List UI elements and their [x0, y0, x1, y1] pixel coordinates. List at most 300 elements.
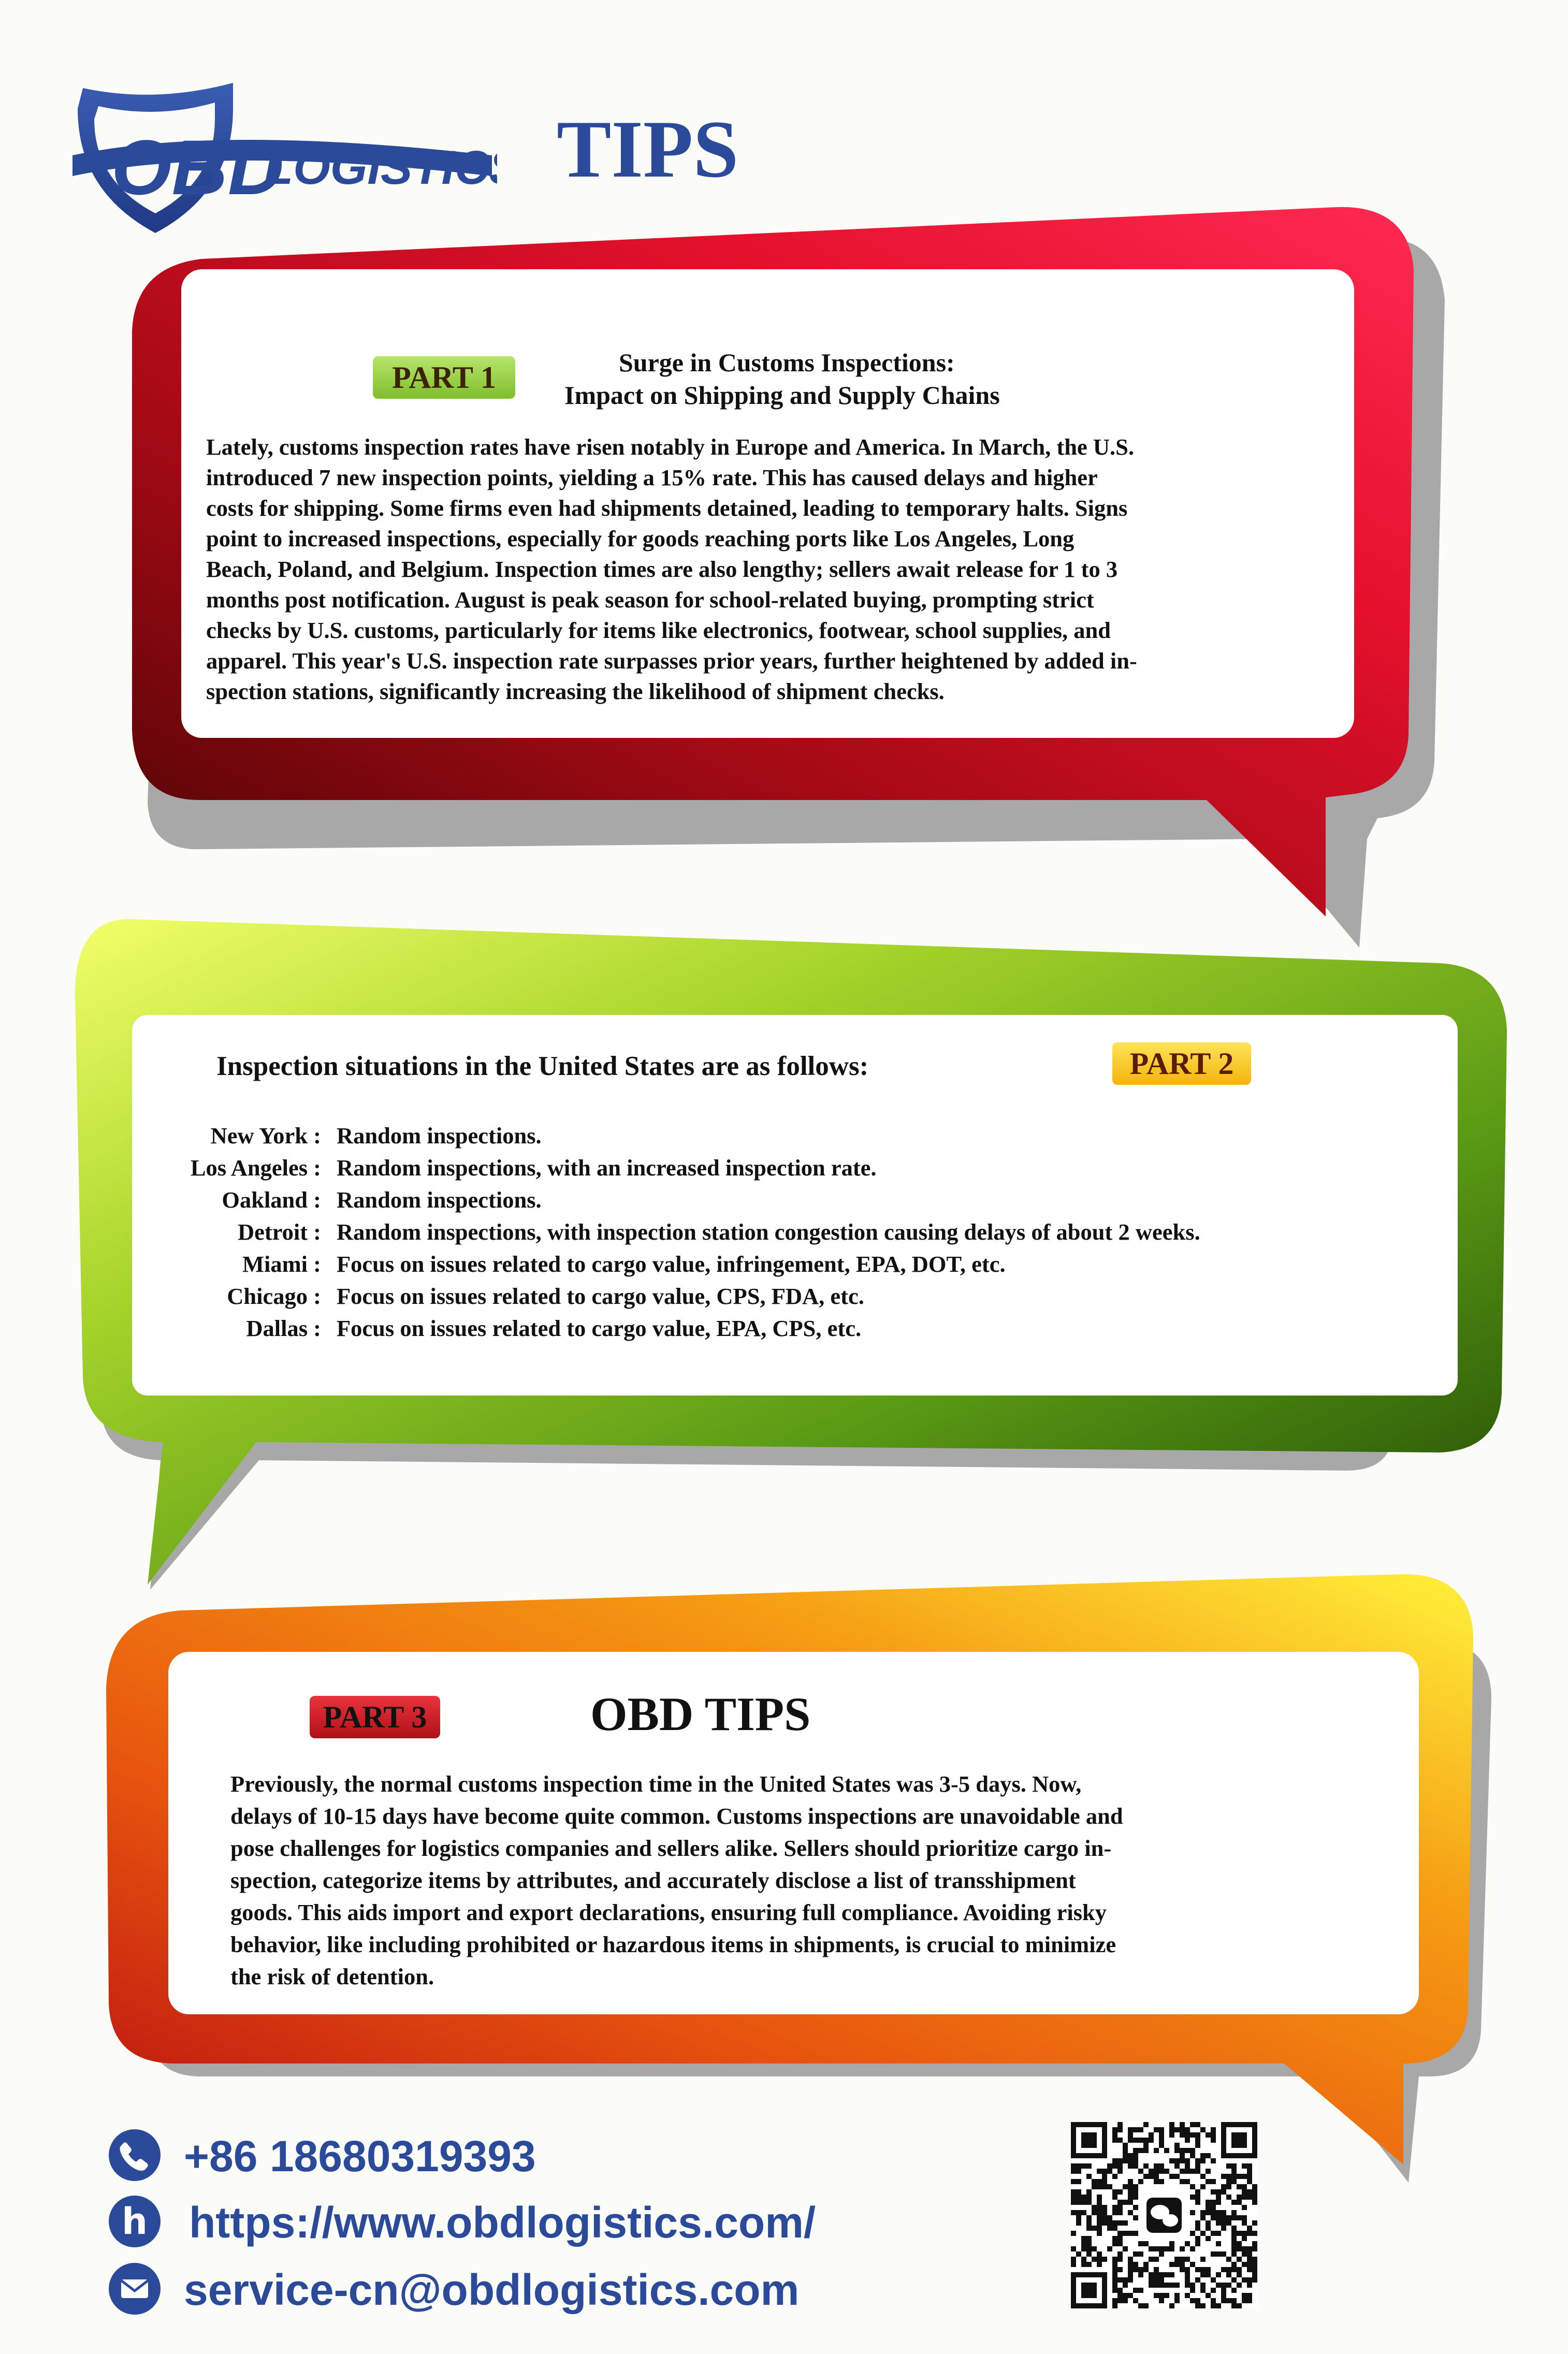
- qr-module: [1190, 2195, 1195, 2200]
- qr-module: [1086, 2195, 1092, 2200]
- qr-module: [1149, 2277, 1154, 2283]
- qr-module: [1117, 2169, 1123, 2174]
- qr-module: [1200, 2158, 1206, 2163]
- qr-module: [1211, 2231, 1216, 2236]
- qr-module: [1242, 2251, 1247, 2257]
- qr-module: [1164, 2293, 1169, 2298]
- qr-module: [1216, 2251, 1221, 2257]
- qr-module: [1221, 2283, 1226, 2288]
- qr-module: [1180, 2122, 1185, 2127]
- qr-module: [1174, 2262, 1180, 2267]
- qr-module: [1138, 2267, 1143, 2272]
- qr-module: [1112, 2257, 1117, 2262]
- qr-module: [1226, 2220, 1231, 2226]
- qr-module: [1112, 2272, 1117, 2277]
- qr-module: [1107, 2226, 1112, 2231]
- qr-module: [1185, 2283, 1190, 2288]
- qr-module: [1086, 2215, 1092, 2220]
- qr-module: [1154, 2179, 1159, 2184]
- qr-module: [1169, 2241, 1174, 2246]
- qr-module: [1107, 2163, 1112, 2169]
- qr-module: [1138, 2148, 1143, 2153]
- qr-module: [1092, 2184, 1097, 2189]
- qr-module: [1076, 2163, 1081, 2169]
- qr-module: [1081, 2200, 1086, 2205]
- qr-module: [1247, 2283, 1252, 2288]
- qr-module: [1200, 2215, 1206, 2220]
- qr-module: [1107, 2246, 1112, 2251]
- qr-module: [1071, 2210, 1076, 2215]
- envelope-icon: [109, 2263, 161, 2315]
- qr-module: [1117, 2200, 1123, 2205]
- qr-module: [1071, 2163, 1076, 2169]
- qr-module: [1211, 2205, 1216, 2210]
- body-line: pose challenges for logistics companies and sellers alike. Sellers should prioritize cargo in-: [230, 1835, 1112, 1861]
- qr-module: [1200, 2272, 1206, 2277]
- qr-module: [1221, 2288, 1226, 2293]
- qr-module: [1180, 2127, 1185, 2132]
- qr-module: [1138, 2179, 1143, 2184]
- qr-module: [1154, 2267, 1159, 2272]
- qr-module: [1216, 2195, 1221, 2200]
- qr-module: [1231, 2215, 1237, 2220]
- qr-module: [1190, 2283, 1195, 2288]
- qr-module: [1195, 2277, 1200, 2283]
- qr-module: [1169, 2262, 1174, 2267]
- part1-heading-line1: Surge in Customs Inspections:: [619, 348, 955, 377]
- qr-module: [1242, 2293, 1247, 2298]
- qr-module: [1242, 2184, 1247, 2189]
- qr-module: [1112, 2138, 1117, 2143]
- qr-module: [1200, 2153, 1206, 2158]
- qr-code-image: [1071, 2122, 1257, 2308]
- qr-module: [1117, 2205, 1123, 2210]
- part2-tag: PART 2: [1112, 1042, 1251, 1085]
- qr-module: [1123, 2148, 1128, 2153]
- qr-module: [1206, 2132, 1211, 2138]
- qr-module: [1185, 2169, 1190, 2174]
- qr-module: [1081, 2262, 1086, 2267]
- page-title: TIPS: [557, 104, 739, 195]
- qr-module: [1242, 2220, 1247, 2226]
- qr-module: [1154, 2163, 1159, 2169]
- qr-module: [1252, 2195, 1257, 2200]
- body-line: Beach, Poland, and Belgium. Inspection times are also lengthy; sellers await release for 1 to 3: [206, 556, 1118, 582]
- qr-module: [1071, 2246, 1076, 2251]
- city-name: Oakland :: [222, 1187, 321, 1213]
- qr-module: [1112, 2236, 1117, 2241]
- qr-module: [1180, 2246, 1185, 2251]
- qr-module: [1092, 2226, 1097, 2231]
- qr-module: [1092, 2257, 1097, 2262]
- qr-module: [1102, 2205, 1107, 2210]
- qr-module: [1216, 2215, 1221, 2220]
- qr-module: [1221, 2174, 1226, 2179]
- qr-module: [1133, 2205, 1138, 2210]
- qr-module: [1117, 2251, 1123, 2257]
- qr-module: [1128, 2272, 1133, 2277]
- qr-module: [1206, 2293, 1211, 2298]
- qr-module: [1081, 2257, 1086, 2262]
- qr-module: [1081, 2241, 1086, 2246]
- qr-module: [1128, 2257, 1133, 2262]
- qr-module: [1252, 2189, 1257, 2195]
- qr-module: [1159, 2143, 1164, 2148]
- qr-module: [1216, 2272, 1221, 2277]
- qr-module: [1092, 2246, 1097, 2251]
- qr-module: [1128, 2189, 1133, 2195]
- qr-module: [1123, 2298, 1128, 2303]
- qr-module: [1221, 2189, 1226, 2195]
- qr-module: [1237, 2272, 1242, 2277]
- qr-module: [1242, 2231, 1247, 2236]
- qr-module: [1107, 2220, 1112, 2226]
- qr-module: [1252, 2267, 1257, 2272]
- phone-icon: [109, 2129, 161, 2181]
- qr-module: [1247, 2179, 1252, 2184]
- qr-module: [1211, 2200, 1216, 2205]
- qr-module: [1143, 2143, 1149, 2148]
- qr-module: [1237, 2246, 1242, 2251]
- qr-module: [1252, 2272, 1257, 2277]
- qr-module: [1180, 2267, 1185, 2272]
- qr-module: [1154, 2174, 1159, 2179]
- qr-module: [1180, 2179, 1185, 2184]
- qr-module: [1242, 2298, 1247, 2303]
- qr-module: [1169, 2132, 1174, 2138]
- qr-module: [1112, 2189, 1117, 2195]
- qr-module: [1190, 2148, 1195, 2153]
- qr-module: [1247, 2257, 1252, 2262]
- qr-module: [1185, 2163, 1190, 2169]
- qr-module: [1086, 2226, 1092, 2231]
- wechat-icon: [1146, 2198, 1182, 2233]
- qr-module: [1206, 2226, 1211, 2231]
- qr-module: [1195, 2220, 1200, 2226]
- qr-module: [1190, 2210, 1195, 2215]
- qr-module: [1128, 2132, 1133, 2138]
- qr-module: [1247, 2267, 1252, 2272]
- qr-module: [1247, 2246, 1252, 2251]
- qr-module: [1211, 2298, 1216, 2303]
- qr-module: [1185, 2179, 1190, 2184]
- qr-module: [1117, 2231, 1123, 2236]
- qr-module: [1097, 2215, 1102, 2220]
- qr-module: [1211, 2277, 1216, 2283]
- qr-module: [1086, 2220, 1092, 2226]
- qr-module: [1195, 2226, 1200, 2231]
- qr-module: [1092, 2210, 1097, 2215]
- qr-module: [1133, 2138, 1138, 2143]
- qr-module: [1123, 2293, 1128, 2298]
- qr-module: [1237, 2267, 1242, 2272]
- qr-module: [1086, 2163, 1092, 2169]
- qr-module: [1092, 2205, 1097, 2210]
- qr-module: [1102, 2169, 1107, 2174]
- qr-module: [1221, 2226, 1226, 2231]
- qr-module: [1231, 2246, 1237, 2251]
- qr-module: [1206, 2200, 1211, 2205]
- qr-module: [1169, 2122, 1174, 2127]
- qr-module: [1226, 2174, 1231, 2179]
- phone-number[interactable]: +86 18680319393: [184, 2132, 536, 2181]
- qr-module: [1247, 2169, 1252, 2174]
- qr-module: [1237, 2303, 1242, 2308]
- qr-module: [1128, 2293, 1133, 2298]
- qr-module: [1128, 2210, 1133, 2215]
- qr-module: [1247, 2163, 1252, 2169]
- qr-module: [1195, 2267, 1200, 2272]
- qr-module: [1076, 2195, 1081, 2200]
- qr-module: [1174, 2298, 1180, 2303]
- qr-module: [1200, 2174, 1206, 2179]
- qr-module: [1211, 2303, 1216, 2308]
- qr-module: [1117, 2220, 1123, 2226]
- qr-module: [1102, 2257, 1107, 2262]
- qr-module: [1247, 2298, 1252, 2303]
- qr-module: [1164, 2148, 1169, 2153]
- qr-module: [1206, 2267, 1211, 2272]
- qr-module: [1159, 2179, 1164, 2184]
- qr-module: [1112, 2303, 1117, 2308]
- qr-module: [1190, 2231, 1195, 2236]
- qr-module: [1216, 2283, 1221, 2288]
- qr-module: [1159, 2163, 1164, 2169]
- qr-module: [1112, 2174, 1117, 2179]
- qr-module: [1252, 2184, 1257, 2189]
- qr-module: [1076, 2189, 1081, 2195]
- svg-text:OBD: OBD: [111, 124, 284, 211]
- part1-heading-line2: Impact on Shipping and Supply Chains: [564, 381, 1000, 410]
- qr-module: [1190, 2169, 1195, 2174]
- qr-module: [1138, 2138, 1143, 2143]
- qr-module: [1133, 2148, 1138, 2153]
- qr-module: [1086, 2174, 1092, 2179]
- qr-module: [1226, 2298, 1231, 2303]
- city-desc: Focus on issues related to cargo value, EPA, CPS, etc.: [337, 1315, 862, 1341]
- qr-module: [1128, 2163, 1133, 2169]
- qr-module: [1102, 2179, 1107, 2184]
- qr-module: [1169, 2283, 1174, 2288]
- qr-module: [1242, 2163, 1247, 2169]
- qr-module: [1200, 2231, 1206, 2236]
- qr-module: [1247, 2195, 1252, 2200]
- qr-module: [1071, 2200, 1076, 2205]
- qr-module: [1138, 2303, 1143, 2308]
- part3-tag: PART 3: [310, 1696, 440, 1738]
- qr-module: [1190, 2298, 1195, 2303]
- qr-module: [1242, 2215, 1247, 2220]
- city-name: Los Angeles :: [190, 1155, 321, 1181]
- qr-module: [1159, 2283, 1164, 2288]
- qr-module: [1195, 2143, 1200, 2148]
- qr-module: [1190, 2184, 1195, 2189]
- qr-module: [1128, 2195, 1133, 2200]
- qr-module: [1159, 2138, 1164, 2143]
- city-name: Detroit :: [237, 1219, 321, 1245]
- qr-module: [1112, 2158, 1117, 2163]
- body-line: Previously, the normal customs inspection time in the United States was 3-5 days. Now,: [230, 1771, 1082, 1797]
- qr-module: [1231, 2262, 1237, 2267]
- qr-module: [1200, 2303, 1206, 2308]
- qr-module: [1143, 2303, 1149, 2308]
- body-line: delays of 10-15 days have become quite common. Customs inspections are unavoidable and: [230, 1803, 1123, 1829]
- qr-module: [1206, 2236, 1211, 2241]
- qr-module: [1174, 2143, 1180, 2148]
- qr-module: [1242, 2205, 1247, 2210]
- qr-module: [1190, 2153, 1195, 2158]
- qr-module: [1200, 2184, 1206, 2189]
- qr-module: [1133, 2251, 1138, 2257]
- qr-module: [1242, 2277, 1247, 2283]
- h-icon: h: [109, 2196, 161, 2247]
- qr-module: [1071, 2231, 1076, 2236]
- qr-module: [1200, 2283, 1206, 2288]
- qr-module: [1154, 2283, 1159, 2288]
- qr-module: [1138, 2241, 1143, 2246]
- qr-module: [1128, 2262, 1133, 2267]
- qr-module: [1185, 2158, 1190, 2163]
- body-line: point to increased inspections, especially for goods reaching ports like Los Angeles, Long: [206, 526, 1075, 551]
- qr-module: [1081, 2163, 1086, 2169]
- qr-module: [1112, 2267, 1117, 2272]
- qr-module: [1071, 2169, 1076, 2174]
- qr-module: [1154, 2257, 1159, 2262]
- qr-module: [1133, 2189, 1138, 2195]
- qr-module: [1247, 2277, 1252, 2283]
- qr-module: [1102, 2215, 1107, 2220]
- qr-module: [1195, 2303, 1200, 2308]
- qr-module: [1097, 2220, 1102, 2226]
- qr-module: [1190, 2132, 1195, 2138]
- qr-module: [1097, 2257, 1102, 2262]
- qr-module: [1195, 2298, 1200, 2303]
- qr-module: [1143, 2138, 1149, 2143]
- qr-module: [1112, 2298, 1117, 2303]
- qr-module: [1185, 2272, 1190, 2277]
- qr-module: [1076, 2179, 1081, 2184]
- body-line: spection stations, significantly increasing the likelihood of shipment checks.: [206, 678, 945, 704]
- svg-text:LOGISTICS: LOGISTICS: [264, 141, 497, 194]
- qr-module: [1216, 2303, 1221, 2308]
- qr-module: [1097, 2210, 1102, 2215]
- qr-module: [1081, 2246, 1086, 2251]
- qr-module: [1102, 2174, 1107, 2179]
- qr-module: [1237, 2241, 1242, 2246]
- qr-module: [1226, 2215, 1231, 2220]
- qr-module: [1076, 2169, 1081, 2174]
- qr-module: [1138, 2127, 1143, 2132]
- qr-module: [1086, 2262, 1092, 2267]
- qr-module: [1216, 2241, 1221, 2246]
- city-name: Chicago :: [227, 1283, 321, 1309]
- qr-module: [1195, 2189, 1200, 2195]
- qr-module: [1200, 2127, 1206, 2132]
- website-link[interactable]: https://www.obdlogistics.com/: [189, 2198, 816, 2247]
- qr-module: [1211, 2251, 1216, 2257]
- qr-module: [1143, 2174, 1149, 2179]
- qr-module: [1180, 2132, 1185, 2138]
- qr-module: [1242, 2189, 1247, 2195]
- qr-module: [1247, 2262, 1252, 2267]
- qr-module: [1206, 2205, 1211, 2210]
- city-desc: Random inspections, with inspection station congestion causing delays of about 2 weeks.: [337, 1219, 1200, 1245]
- qr-module: [1102, 2184, 1107, 2189]
- qr-module: [1133, 2127, 1138, 2132]
- qr-module: [1195, 2241, 1200, 2246]
- qr-module: [1247, 2293, 1252, 2298]
- qr-module: [1128, 2179, 1133, 2184]
- qr-module: [1226, 2272, 1231, 2277]
- qr-module: [1190, 2288, 1195, 2293]
- qr-module: [1180, 2257, 1185, 2262]
- qr-module: [1138, 2288, 1143, 2293]
- qr-module: [1128, 2200, 1133, 2205]
- qr-module: [1195, 2132, 1200, 2138]
- qr-module: [1169, 2174, 1174, 2179]
- qr-module: [1185, 2241, 1190, 2246]
- qr-module: [1221, 2267, 1226, 2272]
- qr-module: [1226, 2267, 1231, 2272]
- qr-module: [1185, 2132, 1190, 2138]
- qr-module: [1231, 2251, 1237, 2257]
- qr-module: [1211, 2189, 1216, 2195]
- qr-module: [1159, 2251, 1164, 2257]
- qr-module: [1252, 2262, 1257, 2267]
- city-name: Miami :: [242, 1251, 321, 1277]
- qr-module: [1164, 2283, 1169, 2288]
- qr-module: [1174, 2148, 1180, 2153]
- qr-module: [1180, 2153, 1185, 2158]
- qr-module: [1185, 2148, 1190, 2153]
- city-desc: Focus on issues related to cargo value, infringement, EPA, DOT, etc.: [337, 1251, 1006, 1277]
- qr-module: [1190, 2122, 1195, 2127]
- qr-module: [1097, 2179, 1102, 2184]
- qr-module: [1112, 2262, 1117, 2267]
- qr-module: [1211, 2127, 1216, 2132]
- qr-module: [1231, 2298, 1237, 2303]
- qr-module: [1128, 2231, 1133, 2236]
- qr-module: [1252, 2200, 1257, 2205]
- part1-tag: PART 1: [373, 356, 515, 399]
- city-desc: Random inspections.: [337, 1187, 542, 1213]
- qr-module: [1195, 2138, 1200, 2143]
- qr-module: [1097, 2184, 1102, 2189]
- qr-module: [1112, 2210, 1117, 2215]
- qr-module: [1133, 2163, 1138, 2169]
- qr-module: [1123, 2143, 1128, 2148]
- qr-module: [1076, 2220, 1081, 2226]
- qr-module: [1206, 2210, 1211, 2215]
- qr-module: [1195, 2122, 1200, 2127]
- body-line: the risk of detention.: [230, 1964, 434, 1989]
- qr-module: [1154, 2246, 1159, 2251]
- qr-module: [1107, 2184, 1112, 2189]
- qr-module: [1071, 2189, 1076, 2195]
- qr-module: [1097, 2205, 1102, 2210]
- qr-module: [1231, 2277, 1237, 2283]
- qr-module: [1076, 2251, 1081, 2257]
- qr-module: [1200, 2257, 1206, 2262]
- email-address[interactable]: service-cn@obdlogistics.com: [184, 2265, 800, 2314]
- qr-module: [1112, 2195, 1117, 2200]
- body-line: goods. This aids import and export declarations, ensuring full compliance. Avoiding risky: [230, 1899, 1107, 1925]
- qr-module: [1097, 2262, 1102, 2267]
- qr-module: [1154, 2169, 1159, 2174]
- qr-module: [1242, 2236, 1247, 2241]
- qr-module: [1226, 2195, 1231, 2200]
- city-desc: Focus on issues related to cargo value, CPS, FDA, etc.: [337, 1283, 864, 1309]
